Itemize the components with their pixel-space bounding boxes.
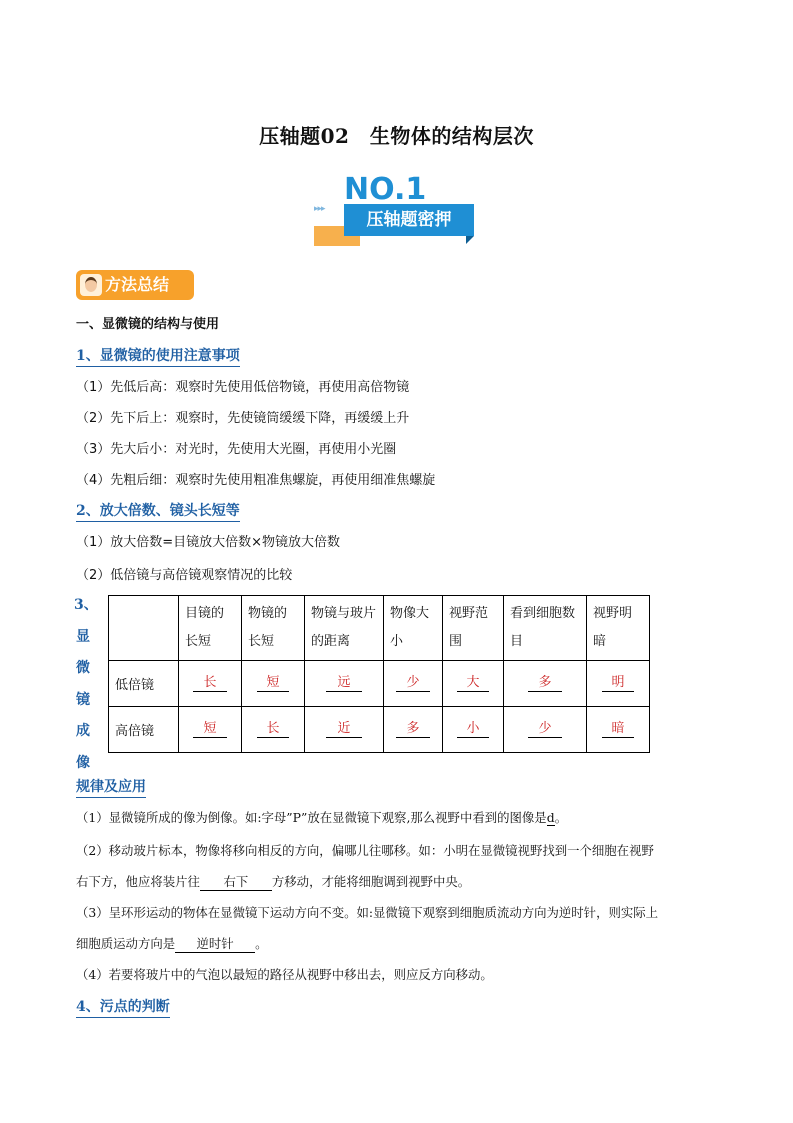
rule-text: 方移动，才能将细胞调到视野中央。 — [271, 874, 471, 889]
table-row — [109, 707, 650, 753]
rule-paragraph-1 — [76, 808, 567, 826]
page-title: 压轴题02 生物体的结构层次 — [259, 124, 534, 148]
list-item: （1）先低后高：观察时先使用低倍物镜，再使用高倍物镜 — [76, 380, 410, 395]
rule-paragraph-2-line1: （2）移动玻片标本，物像将移向相反的方向，偏哪儿往哪移。如：小明在显微镜视野找到一个细胞在视野 — [76, 843, 654, 858]
rule-answer: d — [546, 810, 555, 825]
table-header-cell: 视野明暗 — [587, 596, 650, 661]
answer-cell: 少 — [396, 675, 430, 692]
rule-paragraph-3-line1: （3）呈环形运动的物体在显微镜下运动方向不变。如:显微镜下观察到细胞质流动方向为逆时针，则实际上 — [76, 905, 659, 920]
table-row-label: 低倍镜 — [109, 661, 179, 707]
vertical-char: 成 — [76, 723, 90, 739]
rule-text: 右下方，他应将装片往 — [76, 874, 200, 889]
vertical-char: 显 — [76, 628, 90, 645]
answer-cell: 短 — [257, 675, 289, 692]
subsection-heading-1: 1、显微镜的使用注意事项 — [76, 345, 240, 367]
answer-cell: 小 — [457, 721, 489, 738]
list-item: （1）放大倍数=目镜放大倍数×物镜放大倍数 — [76, 535, 341, 550]
subsection-heading-2: 2、放大倍数、镜头长短等 — [76, 500, 240, 522]
table-row — [109, 661, 650, 707]
table-header-cell: 物镜的长短 — [242, 596, 305, 661]
rule-answer: 右下 — [200, 872, 272, 891]
table-header-cell: 目镜的长短 — [179, 596, 242, 661]
rule-paragraph-4: （4）若要将玻片中的气泡以最短的路径从视野中移出去，则应反方向移动。 — [76, 967, 493, 982]
banner-arrows-icon: ▸▸▸ — [314, 204, 325, 214]
table-header-cell: 看到细胞数目 — [504, 596, 587, 661]
vertical-char: 镜 — [76, 691, 90, 708]
table-header-cell: 视野范围 — [443, 596, 504, 661]
rule-text: 细胞质运动方向是 — [76, 936, 176, 951]
answer-cell: 暗 — [602, 721, 634, 738]
rule-text: 。 — [554, 810, 568, 825]
comparison-table — [108, 595, 650, 753]
banner-label: 压轴题密押 — [366, 210, 452, 230]
rule-text: 。 — [255, 936, 268, 951]
rules-heading: 规律及应用 — [76, 776, 146, 798]
vertical-char: 微 — [76, 660, 90, 676]
vertical-char: 像 — [76, 754, 90, 771]
answer-cell: 大 — [457, 675, 489, 692]
rule-answer: 逆时针 — [175, 934, 255, 953]
rule-text: （1）显微镜所成的像为倒像。如:字母”P”放在显微镜下观察,那么视野中看到的图像是 — [76, 810, 547, 825]
teacher-face-icon — [85, 277, 97, 292]
list-item: （2）先下后上：观察时，先使镜筒缓缓下降，再缓缓上升 — [76, 411, 410, 426]
table-row-label: 高倍镜 — [109, 707, 179, 753]
table-header-cell — [109, 596, 179, 661]
subsection-heading-3-vertical — [74, 590, 98, 779]
table-header-row — [109, 596, 650, 661]
list-item: （2）低倍镜与高倍镜观察情况的比较 — [76, 568, 293, 583]
table-header-cell: 物像大小 — [384, 596, 443, 661]
answer-cell: 多 — [528, 675, 562, 692]
answer-cell: 长 — [193, 675, 227, 692]
rule-paragraph-2-line2 — [76, 872, 470, 891]
table-header-cell: 物镜与玻片的距离 — [305, 596, 384, 661]
section-heading: 一、显微镜的结构与使用 — [76, 317, 220, 332]
vertical-char: 3、 — [74, 597, 98, 613]
answer-cell: 近 — [326, 721, 362, 738]
subsection-heading-4: 4、污点的判断 — [76, 996, 170, 1018]
answer-cell: 短 — [193, 721, 227, 738]
answer-cell: 多 — [396, 721, 430, 738]
answer-cell: 远 — [326, 675, 362, 692]
answer-cell: 明 — [602, 675, 634, 692]
banner-number: NO.1 — [344, 172, 427, 207]
rule-paragraph-3-line2 — [76, 934, 268, 953]
list-item: （4）先粗后细：观察时先使用粗准焦螺旋，再使用细准焦螺旋 — [76, 473, 436, 488]
list-item: （3）先大后小：对光时，先使用大光圈，再使用小光圈 — [76, 442, 397, 457]
answer-cell: 少 — [528, 721, 562, 738]
answer-cell: 长 — [257, 721, 289, 738]
banner-corner — [466, 236, 474, 244]
method-summary-label: 方法总结 — [105, 275, 170, 294]
